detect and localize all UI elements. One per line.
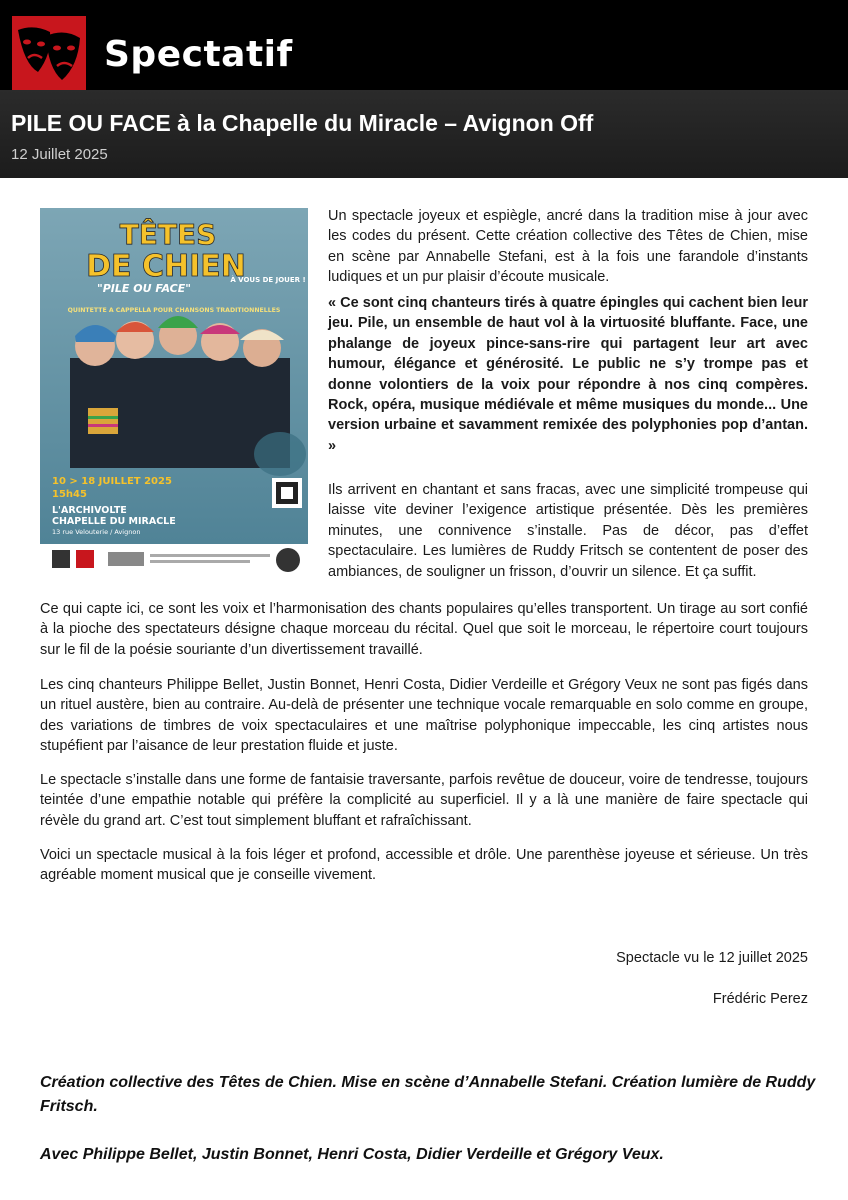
poster-address: 13 rue Velouterie / Avignon	[52, 528, 141, 536]
author-name: Frédéric Perez	[712, 991, 808, 1007]
credits-cast: Avec Philippe Bellet, Justin Bonnet, Henri Costa, Didier Verdeille et Grégory Veux.	[40, 1146, 664, 1163]
poster-title-line1: TÊTES	[119, 218, 217, 251]
credits-creation: Création collective des Têtes de Chien. Mise en scène d’Annabelle Stefani. Création lumière de Ruddy Fritsch.	[40, 1074, 816, 1115]
poster-dates: 10 > 18 JUILLET 2025	[52, 476, 172, 487]
poster-show-name: "PILE OU FACE"	[97, 282, 191, 295]
article-date: 12 Juillet 2025	[11, 146, 108, 163]
poster-venue-line2: CHAPELLE DU MIRACLE	[52, 516, 176, 527]
site-name[interactable]: Spectatif	[104, 34, 293, 75]
body-paragraph-4: Les cinq chanteurs Philippe Bellet, Justin Bonnet, Henri Costa, Didier Verdeille et Grégory Veux ne sont pas figés dans un rituel austère, bien au contraire. Au-delà de présenter une technique vocale remarquable en solo comme en groupe, des variations de timbres de voix spectaculaires et une maîtrise polyphonique impeccable, les cinq artistes nous stupéfient par l’aisance de leur prestation fluide et juste.	[40, 677, 808, 755]
body-paragraph-5: Le spectacle s’installe dans une forme de fantaisie traversante, parfois revêtue de douceur, voire de tendresse, toujours teintée d’une empathie notable qui préfère la complicité au superficiel. Il y a là une manière de faire spectacle qui révèle du grand art. C’est tout simplement bluffant et rafraîchissant.	[40, 772, 808, 829]
body-paragraph-3: Ce qui capte ici, ce sont les voix et l’harmonisation des chants populaires qu’elles transportent. Un tirage au sort confié à la pioche des spectateurs désigne chaque morceau du récital. Quel que soit le morceau, le répertoire court toujours sur le fil de la poésie souriante d’un divertissement travaillé.	[40, 601, 808, 658]
theatre-masks-logo-icon[interactable]	[12, 16, 86, 90]
seen-date: Spectacle vu le 12 juillet 2025	[616, 950, 808, 966]
poster-title-line2: DE CHIEN	[86, 249, 246, 284]
quote-paragraph: « Ce sont cinq chanteurs tirés à quatre épingles qui cachent bien leur jeu. Pile, un ensemble de haut vol à la virtuosité bluffante. Face, une phalange de joyeux pince-sans-rire qui partagent leur art avec humour, élégance et générosité. Le public ne s’y trompe pas et donne volontiers de la voix pour répondre à nos cinq compères. Rock, opéra, musique médiévale et même musiques du monde... Une version urbaine et savamment remixée des polyphonies pop d’antan. »	[328, 295, 808, 454]
body-paragraph-2: Ils arrivent en chantant et sans fracas, avec une simplicité trompeuse qui laisse vite deviner l’exigence artistique présentée. Dès les premières minutes, une connivence s’installe. Pas de décor, pas d’effet spectaculaire. Les lumières de Ruddy Fritsch se contentent de poser des ambiances, de souligner un frisson, d’ouvrir un silence. Et ça suffit.	[328, 482, 808, 580]
body-paragraph-6: Voici un spectacle musical à la fois léger et profond, accessible et drôle. Une parenthèse joyeuse et sérieuse. Un très agréable moment musical que je conseille vivement.	[40, 847, 808, 884]
poster-subtitle: QUINTETTE A CAPPELLA POUR CHANSONS TRADITIONNELLES	[67, 307, 281, 314]
article-title: PILE OU FACE à la Chapelle du Miracle – Avignon Off	[11, 110, 594, 136]
poster-venue-line1: L'ARCHIVOLTE	[52, 505, 127, 516]
show-poster-image	[40, 208, 308, 580]
intro-paragraph: Un spectacle joyeux et espiègle, ancré dans la tradition mise à jour avec les codes du présent. Cette création collective des Têtes de Chien, mise en scène par Annabelle Stefani, est à la fois une farandole d’instants ludiques et un pur plaisir d’écoute musicale.	[328, 208, 808, 286]
poster-tagline: À VOUS DE JOUER !	[230, 276, 306, 284]
poster-time: 15h45	[52, 489, 87, 500]
